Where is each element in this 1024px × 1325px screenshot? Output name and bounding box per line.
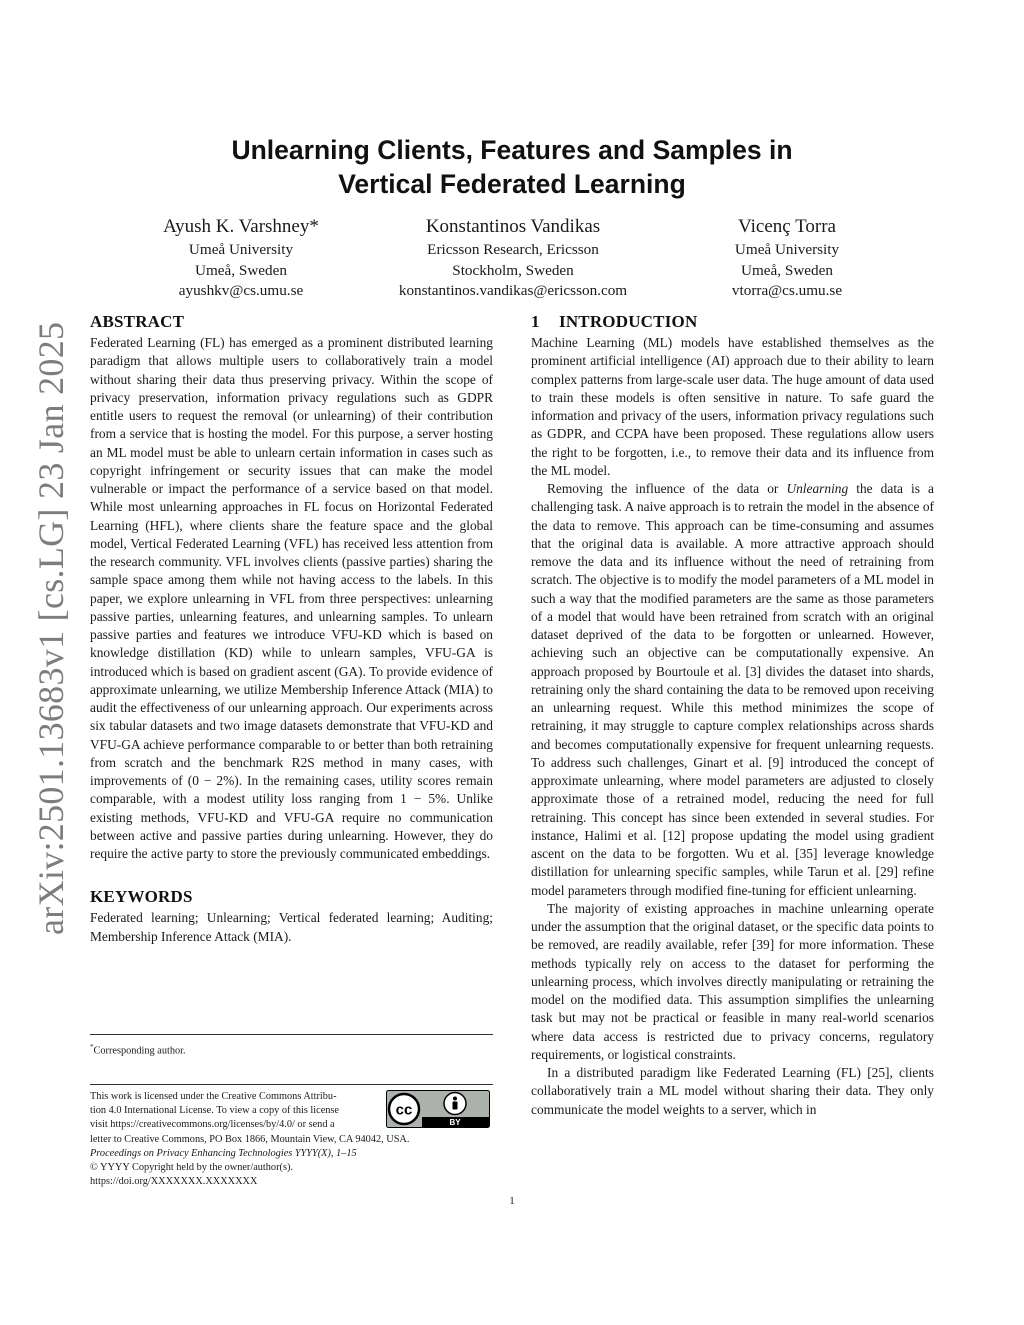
keywords-text: Federated learning; Unlearning; Vertical federated learning; Auditing; Membership Inference Attack (MIA). xyxy=(90,910,493,944)
license-line: visit https://creativecommons.org/licenses/by/4.0/ or send a xyxy=(90,1119,335,1131)
left-column xyxy=(90,310,493,946)
corresponding-author-footnote: *Corresponding author. xyxy=(90,1043,186,1057)
intro-p2-emphasis: Unlearning xyxy=(786,481,849,496)
doi-line: https://doi.org/XXXXXXX.XXXXXXX xyxy=(90,1176,258,1188)
license-line: tion 4.0 International License. To view a copy of this license xyxy=(90,1105,340,1117)
title-line-2: Vertical Federated Learning xyxy=(338,169,686,199)
author-affiliation: Ericsson Research, Ericsson xyxy=(427,241,599,258)
license-line: This work is licensed under the Creative Commons Attribu- xyxy=(90,1091,337,1102)
proceedings-line: Proceedings on Privacy Enhancing Technologies YYYY(X), 1–15 xyxy=(90,1147,357,1159)
intro-paragraph-2 xyxy=(531,480,934,900)
cc-icon: cc xyxy=(395,1101,413,1119)
intro-p2-start: Removing the influence of the data or xyxy=(547,481,787,496)
author-2 xyxy=(360,214,666,302)
introduction-heading xyxy=(531,310,934,334)
footnote-divider xyxy=(90,1034,493,1035)
author-name: Ayush K. Varshney* xyxy=(163,216,319,237)
arxiv-identifier: arXiv:2501.13683v1 [cs.LG] 23 Jan 2025 xyxy=(31,321,71,935)
author-location: Umeå, Sweden xyxy=(741,261,833,279)
title-line-1: Unlearning Clients, Features and Samples in xyxy=(231,135,793,165)
author-email: konstantinos.vandikas@ericsson.com xyxy=(398,282,628,299)
author-email: vtorra@cs.umu.se xyxy=(731,282,843,299)
intro-p2-rest: the data is a challenging task. A naive approach is to retrain the model in the absence of the data to remove. This approach can be time-consuming and assumes that the original data is available. A more attractive approach should remove the data and its influence without the need of retraining from scratch. The objective is to modify the model parameters of a ML model in such a way that the modified parameters are the same as those parameters of a model that would have been retrained from scratch with an original dataset deprived of the data to be forgotten or unlearned. However, achieving such an objective can be computationally expensive. An approach proposed by Bourtoule et al. [3] divides the dataset into shards, retraining only the shard containing the data to be removed upon receiving an unlearning request. While this method minimizes the scope of retraining, it may struggle to capture complex relationships across shards and becomes computationally expensive for frequent unlearning requests. To address such challenges, Ginart et al. [9] introduced the concept of approximate unlearning, where model parameters are adjusted to closely approximate those of a retrained model, reducing the need for full retraining. This concept has since been extended in several studies. For instance, Halimi et al. [12] propose updating the model using gradient ascent on the data to be forgotten. Wu et al. [35] leverage knowledge distillation for unlearning specific samples, while Tarun et al. [29] refine model parameters through modified fine-tuning for efficient unlearning. xyxy=(531,481,935,898)
author-name: Konstantinos Vandikas xyxy=(425,216,601,237)
copyright-line: © YYYY Copyright held by the owner/author(s). xyxy=(90,1162,293,1174)
author-name: Vicenç Torra xyxy=(738,216,836,237)
page-number: 1 xyxy=(509,1195,515,1207)
author-affiliation: Umeå University xyxy=(734,241,840,258)
author-location: Umeå, Sweden xyxy=(195,261,287,279)
author-location: Stockholm, Sweden xyxy=(452,261,574,279)
abstract-text: Federated Learning (FL) has emerged as a prominent distributed learning paradigm that allows multiple users to collaboratively train a model without sharing their data thus preserving privacy. Within the scope of privacy preservation, information privacy regulations such as GDPR entitle users to request the removal (or unlearning) of their contribution from a service that is hosting the model. For this purpose, a server hosting an ML model must be able to unlearn certain information in cases such as copyright infringement or security issues that can make the model vulnerable or impact the performance of a service based on that model. While most unlearning approaches in FL focus on Horizontal Federated Learning (HFL), where clients share the feature space and the global model, Vertical Federated Learning (VFL) has received less attention from the research community. VFL involves clients (passive parties) sharing the sample space among them while not having access to the labels. In this paper, we explore unlearning in VFL from three perspectives: unlearning passive parties, unlearning features, and unlearning samples. To unlearn passive parties and features we introduce VFU-KD which is based on knowledge distillation (KD) while to unlearn samples, VFU-GA is introduced which is based on gradient ascent (GA). To provide evidence of approximate unlearning, we utilize Membership Inference Attack (MIA) to audit the effectiveness of our unlearning approach. Our experiments across six tabular datasets and two image datasets demonstrate that VFU-KD and VFU-GA achieve performance comparable to or better than both retraining from scratch and the benchmark R2S method in many cases, with improvements of (0 − 2%). In the remaining cases, utility scores remain comparable, with a modest utility loss ranging from 1 − 5%. Unlike existing methods, VFU-KD and VFU-GA require no communication between active and passive parties during unlearning. However, they do require the active party to store the previously communicated embeddings. xyxy=(90,335,493,861)
author-3 xyxy=(680,214,894,302)
abstract-heading: ABSTRACT xyxy=(90,312,185,331)
right-column xyxy=(531,310,934,1119)
footnote-text: Corresponding author. xyxy=(93,1045,186,1057)
author-affiliation: Umeå University xyxy=(188,241,294,258)
intro-paragraph-1: Machine Learning (ML) models have established themselves as the prominent artificial intelligence (AI) approach due to their ability to learn complex patterns from large-scale user data. The huge amount of data used to train these models is often sensitive in nature. To safe guard the information and privacy of the users, information privacy regulations such as GDPR, and CCPA have been proposed. These regulations allow users the right to be forgotten, i.e., to remove their data and its influence from the ML model. xyxy=(531,335,934,478)
paper-title xyxy=(90,133,934,201)
section-title: INTRODUCTION xyxy=(559,312,698,331)
author-email: ayushkv@cs.umu.se xyxy=(178,282,304,299)
intro-paragraph-3: The majority of existing approaches in machine unlearning operate under the assumption that the original dataset, or the specific data points to be removed, are readily available, refer [39] for more information. These methods typically rely on access to the dataset for performing the unlearning process, which involves directly manipulating or retraining the model on the modified data. This assumption simplifies the unlearning task but may not be practical or feasible in many real-world scenarios where data access is restricted due to privacy concerns, regulatory requirements, or logistical constraints. xyxy=(531,900,934,1062)
license-line: letter to Creative Commons, PO Box 1866, Mountain View, CA 94042, USA. xyxy=(90,1133,410,1145)
intro-paragraph-4: In a distributed paradigm like Federated Learning (FL) [25], clients collaboratively train a ML model without sharing their data. They only communicate the model weights to a server, which in xyxy=(531,1065,934,1117)
section-number: 1 xyxy=(531,312,540,331)
license-divider xyxy=(90,1084,493,1085)
author-block xyxy=(90,214,934,304)
by-label: BY xyxy=(449,1118,461,1127)
author-1 xyxy=(90,214,392,302)
keywords-heading: KEYWORDS xyxy=(90,887,193,907)
cc-by-license-badge xyxy=(386,1090,490,1128)
